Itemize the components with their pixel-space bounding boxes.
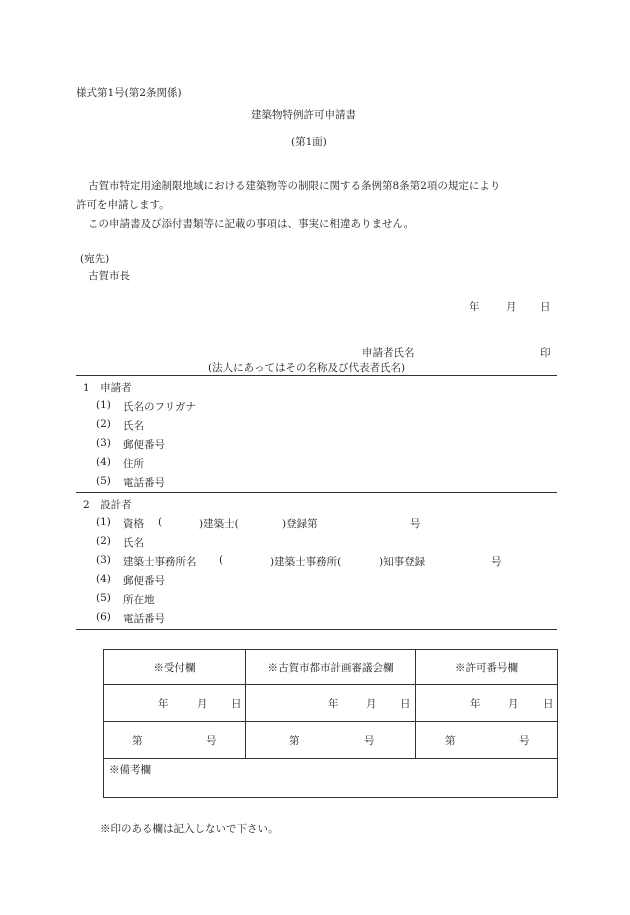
section1-item-label: 氏名のフリガナ	[123, 401, 196, 413]
office-paren-open: (	[219, 554, 224, 566]
office-class-text: )建築士事務所(	[270, 556, 342, 568]
registration-text: )登録第	[282, 518, 318, 530]
location-label: 所在地	[123, 594, 155, 606]
architect-class-text: )建築士(	[199, 518, 239, 530]
remarks-cell[interactable]	[104, 759, 558, 798]
day-label: 日	[400, 698, 411, 710]
designer-name-label: 氏名	[123, 537, 144, 549]
section2-item-num: (5)	[96, 592, 111, 604]
divider	[76, 492, 557, 493]
governor-registration-text: )知事登録	[379, 556, 426, 568]
divider	[76, 629, 557, 630]
dai-label: 第	[289, 735, 300, 747]
phone-label: 電話番号	[123, 613, 165, 625]
intro-line-1: 古賀市特定用途制限地域における建築物等の制限に関する条例第8条第2項の規定により	[88, 180, 501, 192]
gou-label: 号	[364, 735, 375, 747]
gou-label: 号	[519, 735, 530, 747]
section1-item-num: (5)	[96, 475, 111, 487]
footnote: ※印のある欄は記入しないで下さい。	[100, 823, 279, 835]
section1-item-label: 郵便番号	[123, 439, 165, 451]
permit-date-cell[interactable]	[416, 685, 558, 722]
intro-line-3: この申請書及び添付書類等に記載の事項は、事実に相違ありません。	[88, 218, 415, 230]
section1-item-label: 氏名	[123, 420, 144, 432]
section2-item-num: (2)	[96, 535, 111, 547]
section1-item-num: (3)	[96, 437, 111, 449]
addressee: 古賀市長	[88, 270, 130, 282]
divider	[76, 375, 557, 376]
form-title: 建築物特例許可申請書	[251, 109, 356, 121]
dai-label: 第	[132, 735, 143, 747]
section1-item-num: (2)	[96, 418, 111, 430]
month-label: 月	[197, 698, 208, 710]
intro-paragraph	[76, 177, 557, 234]
remarks-label: ※備考欄	[109, 764, 151, 776]
seal-mark: 印	[540, 347, 551, 359]
section1-item-label: 電話番号	[123, 477, 165, 489]
reception-number-cell[interactable]	[104, 722, 246, 759]
gou-label: 号	[206, 735, 217, 747]
section2-item-num: (4)	[96, 573, 111, 585]
year-label: 年	[158, 698, 169, 710]
addressee-label: (宛先)	[80, 253, 110, 265]
section2-item-num: (1)	[96, 516, 111, 528]
date-month: 月	[506, 301, 517, 313]
form-number: 様式第1号(第2条関係)	[76, 87, 182, 99]
section2-item-num: (6)	[96, 611, 111, 623]
day-label: 日	[231, 698, 242, 710]
section1-item-label: 住所	[123, 458, 144, 470]
dai-label: 第	[445, 735, 456, 747]
intro-line-2: 許可を申請します。	[76, 199, 170, 211]
applicant-note: (法人にあってはその名称及び代表者氏名)	[208, 362, 406, 374]
council-number-cell[interactable]	[246, 722, 416, 759]
section1-item-num: (1)	[96, 399, 111, 411]
registration-number-suffix: 号	[410, 518, 421, 530]
permit-number-cell[interactable]	[416, 722, 558, 759]
reception-date-cell[interactable]	[104, 685, 246, 722]
council-date-cell[interactable]	[246, 685, 416, 722]
date-year: 年	[469, 301, 480, 313]
council-header: ※古賀市都市計画審議会欄	[246, 650, 416, 685]
section2-item-num: (3)	[96, 554, 111, 566]
year-label: 年	[470, 698, 481, 710]
month-label: 月	[508, 698, 519, 710]
office-name-label: 建築士事務所名	[123, 556, 197, 568]
office-number-suffix: 号	[491, 556, 502, 568]
section1-title: 1 申請者	[83, 382, 132, 394]
postal-code-label: 郵便番号	[123, 575, 165, 587]
date-day: 日	[540, 301, 551, 313]
page-label: (第1面)	[291, 136, 327, 148]
reception-header: ※受付欄	[104, 650, 246, 685]
year-label: 年	[328, 698, 339, 710]
section2-title: 2 設計者	[83, 499, 132, 511]
month-label: 月	[366, 698, 377, 710]
qualification-label: 資格	[123, 518, 144, 530]
day-label: 日	[543, 698, 554, 710]
section1-item-num: (4)	[96, 456, 111, 468]
qualification-paren-open: (	[158, 516, 163, 528]
office-use-table	[103, 649, 558, 798]
permit-number-header: ※許可番号欄	[416, 650, 558, 685]
applicant-name-label: 申請者氏名	[362, 347, 415, 359]
